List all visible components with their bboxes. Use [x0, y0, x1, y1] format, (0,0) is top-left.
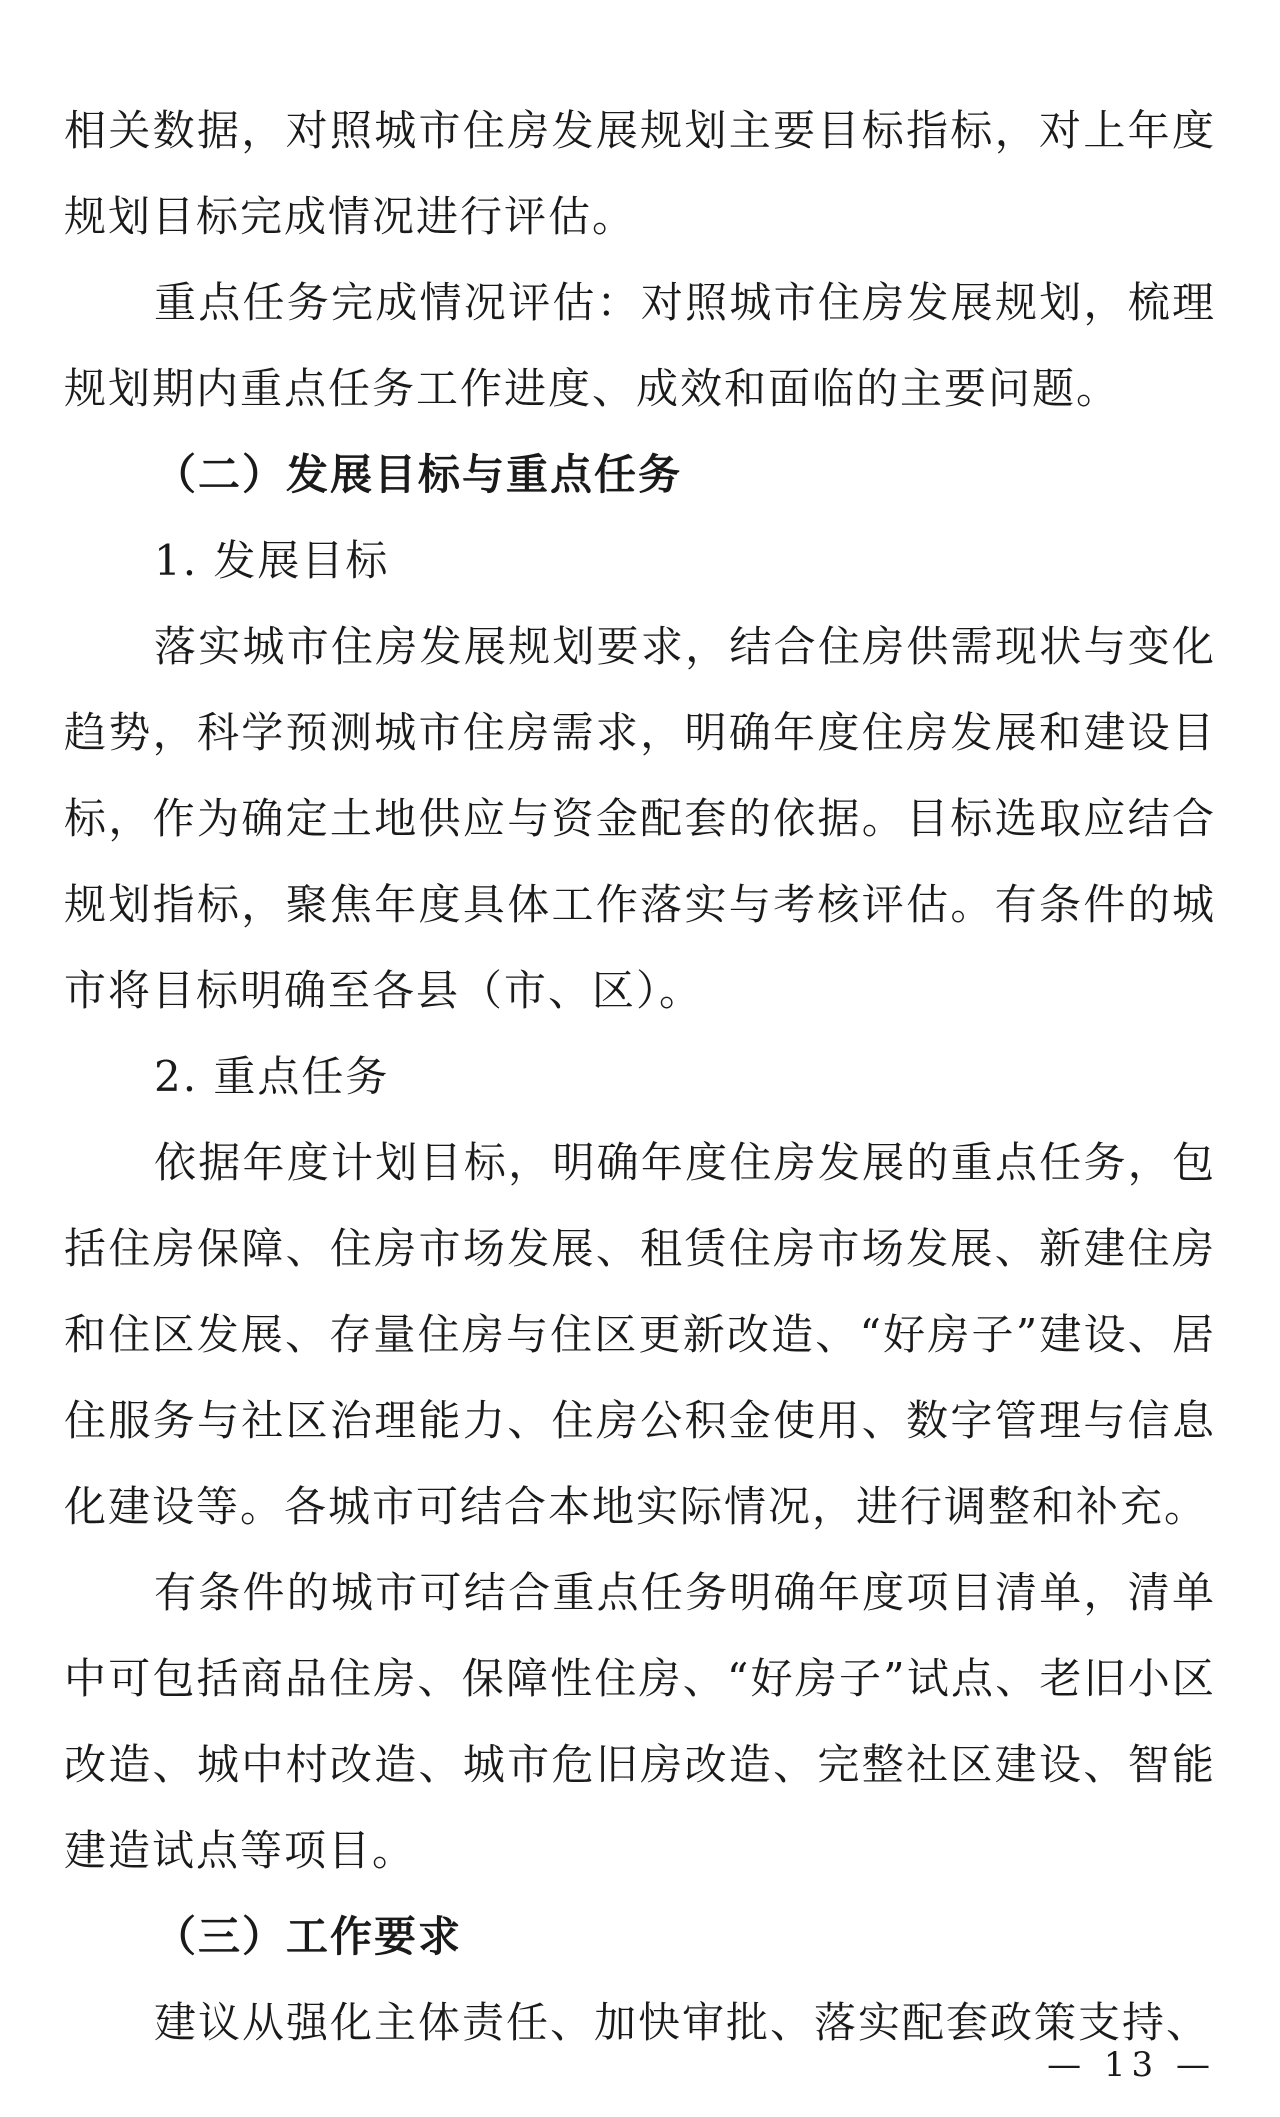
paragraph-evaluation-data: 相关数据，对照城市住房发展规划主要目标指标，对上年度规划目标完成情况进行评估。 — [64, 106, 1216, 241]
section-heading-goals-tasks: （二）发展目标与重点任务 — [154, 450, 683, 499]
paragraph-development-goals: 落实城市住房发展规划要求，结合住房供需现状与变化趋势，科学预测城市住房需求，明确年度住房发展和建设目标，作为确定土地供应与资金配套的依据。目标选取应结合规划指标，聚焦年度具体工作落实与考核评估。有条件的城市将目标明确至各县（市、区）。 — [64, 622, 1216, 1015]
page-number: — 13 — — [1047, 2045, 1216, 2085]
paragraph-project-list: 有条件的城市可结合重点任务明确年度项目清单，清单中可包括商品住房、保障性住房、“好房子”试点、老旧小区改造、城中村改造、城市危旧房改造、完整社区建设、智能建造试点等项目。 — [64, 1568, 1216, 1875]
section-heading-work-requirements: （三）工作要求 — [154, 1912, 463, 1961]
subheading-key-tasks: 2. 重点任务 — [154, 1052, 390, 1101]
document-body — [64, 88, 1216, 2066]
paragraph-work-requirements: 建议从强化主体责任、加快审批、落实配套政策支持、 — [154, 1998, 1211, 2047]
paragraph-key-tasks: 依据年度计划目标，明确年度住房发展的重点任务，包括住房保障、住房市场发展、租赁住房市场发展、新建住房和住区发展、存量住房与住区更新改造、“好房子”建设、居住服务与社区治理能力、住房公积金使用、数字管理与信息化建设等。各城市可结合本地实际情况，进行调整和补充。 — [64, 1138, 1216, 1531]
paragraph-key-task-evaluation: 重点任务完成情况评估：对照城市住房发展规划，梳理规划期内重点任务工作进度、成效和面临的主要问题。 — [64, 278, 1216, 413]
subheading-development-goals: 1. 发展目标 — [154, 536, 390, 585]
